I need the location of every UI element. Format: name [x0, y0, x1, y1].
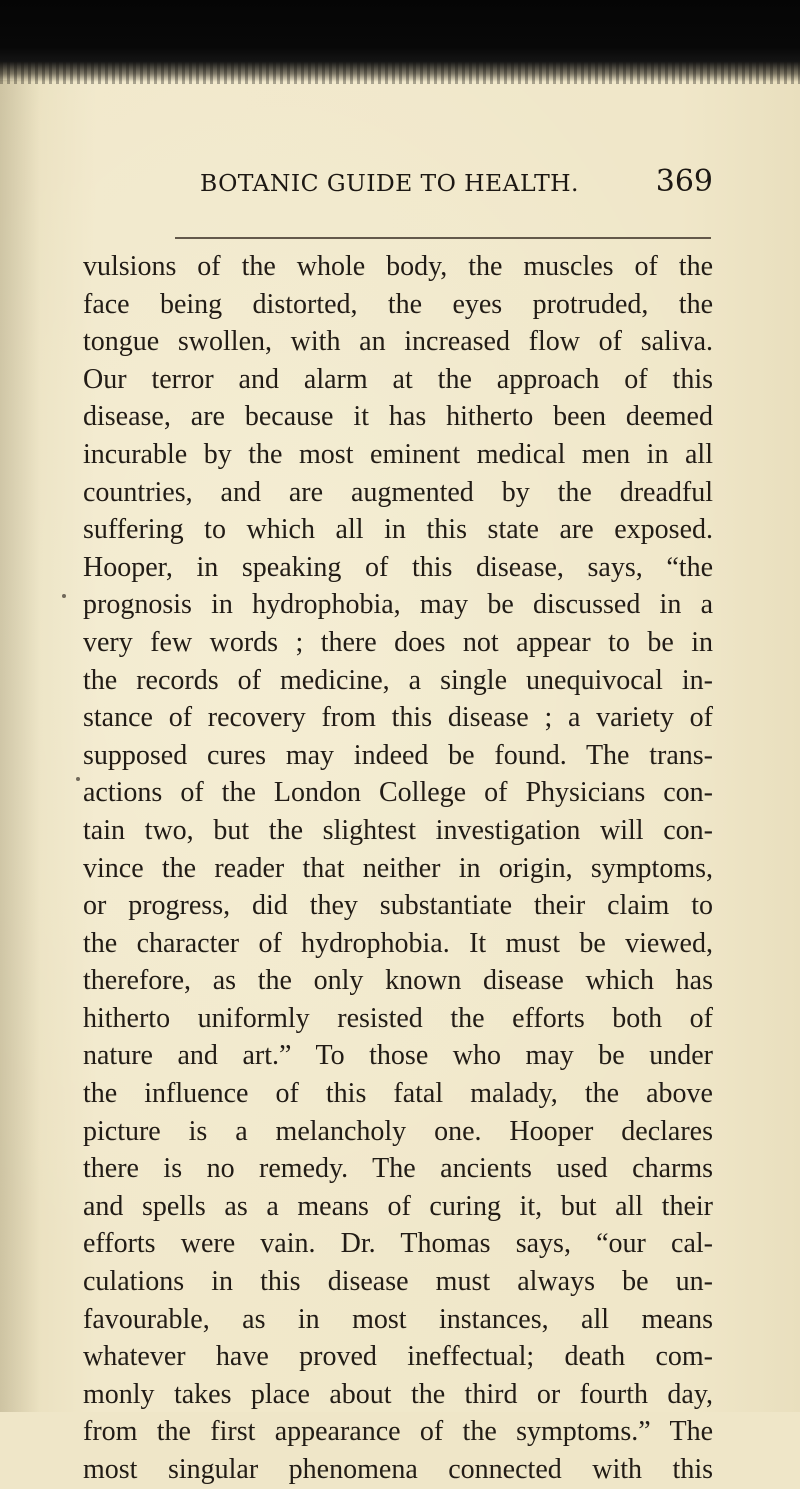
page-top-fringe [0, 62, 800, 84]
text-line: nature and art.” To those who may be under [83, 1040, 713, 1072]
ink-speck [76, 777, 80, 781]
text-line: there is no remedy. The ancients used charms [83, 1153, 713, 1185]
text-line: tongue swollen, with an increased flow of saliva. [83, 326, 713, 358]
text-line: actions of the London College of Physicians con- [83, 777, 713, 809]
header-rule [175, 237, 711, 239]
text-line: the records of medicine, a single unequivocal in- [83, 664, 713, 696]
text-line: disease, are because it has hitherto been deemed [83, 401, 713, 433]
text-line: suffering to which all in this state are exposed. [83, 514, 713, 546]
text-line: monly takes place about the third or fourth day, [83, 1378, 713, 1410]
text-line: picture is a melancholy one. Hooper declares [83, 1115, 713, 1147]
text-line: vulsions of the whole body, the muscles of the [83, 251, 713, 282]
page-number: 369 [655, 164, 713, 199]
text-line: culations in this disease must always be un- [83, 1266, 713, 1298]
ink-speck [62, 594, 66, 598]
body-text [83, 248, 713, 1489]
text-line: Our terror and alarm at the approach of this [83, 363, 713, 395]
text-line: hitherto uniformly resisted the efforts both of [83, 1002, 713, 1034]
text-line: whatever have proved ineffectual; death com- [83, 1341, 713, 1373]
page-binding-shade [0, 80, 40, 1412]
text-line: tain two, but the slightest investigation will con- [83, 814, 713, 846]
text-line: therefore, as the only known disease which has [83, 965, 713, 997]
text-line: the character of hydrophobia. It must be viewed, [83, 927, 713, 959]
text-line: face being distorted, the eyes protruded, the [83, 288, 713, 320]
text-line: incurable by the most eminent medical men in all [83, 438, 713, 470]
text-line: most singular phenomena connected with this [83, 1454, 713, 1485]
text-line: vince the reader that neither in origin, symptoms, [83, 852, 713, 884]
text-line: favourable, as in most instances, all means [83, 1303, 713, 1335]
text-line: supposed cures may indeed be found. The trans- [83, 739, 713, 771]
page-header [200, 161, 713, 209]
text-line: very few words ; there does not appear to be in [83, 626, 713, 658]
text-line: from the first appearance of the symptoms.” The [83, 1416, 713, 1448]
text-line: the influence of this fatal malady, the above [83, 1078, 713, 1110]
text-line: Hooper, in speaking of this disease, says, “the [83, 551, 713, 583]
running-head: BOTANIC GUIDE TO HEALTH. [200, 169, 579, 197]
text-line: or progress, did they substantiate their claim to [83, 890, 713, 922]
text-line: and spells as a means of curing it, but all their [83, 1190, 713, 1222]
text-line: stance of recovery from this disease ; a variety of [83, 702, 713, 734]
text-line: efforts were vain. Dr. Thomas says, “our cal- [83, 1228, 713, 1260]
text-line: prognosis in hydrophobia, may be discussed in a [83, 589, 713, 621]
text-line: countries, and are augmented by the dreadful [83, 476, 713, 508]
